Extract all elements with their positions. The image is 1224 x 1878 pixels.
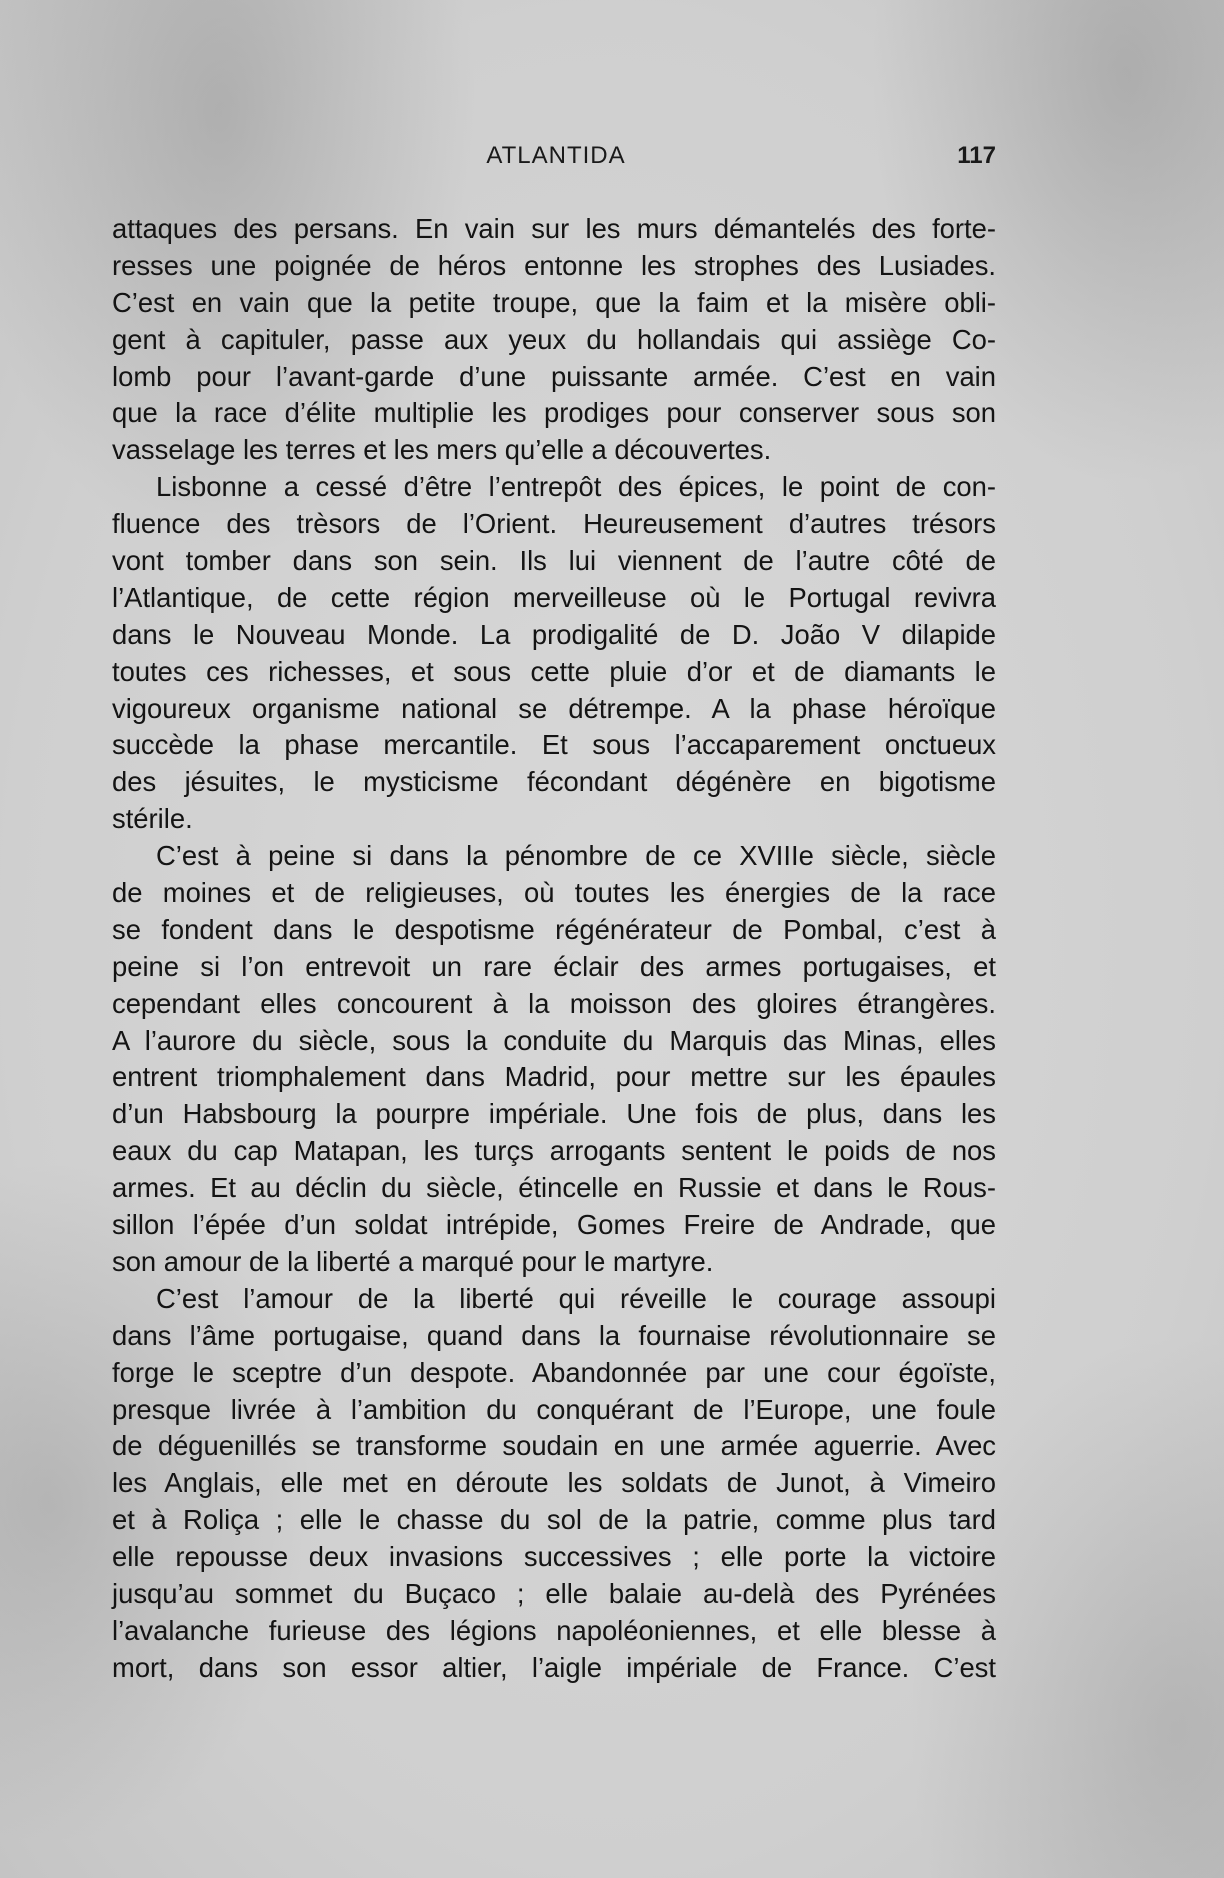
text-line: des jésuites, le mysticisme fécondant dégénère en bigotisme [112, 766, 996, 798]
text-line: l’Atlantique, de cette région merveilleuse où le Portugal revivra [112, 581, 996, 613]
text-line: les Anglais, elle met en déroute les soldats de Junot, à Vimeiro [112, 1467, 996, 1499]
text-line: et à Roliça ; elle le chasse du sol de la patrie, comme plus tard [112, 1504, 996, 1536]
text-line: de moines et de religieuses, où toutes les énergies de la race [112, 877, 996, 909]
text-line: C’est en vain que la petite troupe, que la faim et la misère obli- [112, 286, 996, 318]
text-line: attaques des persans. En vain sur les murs démantelés des forte- [112, 213, 996, 244]
text-line: vont tomber dans son sein. Ils lui viennent de l’autre côté de [112, 545, 996, 577]
running-title: ATLANTIDA [486, 142, 626, 169]
text-line: cependant elles concourent à la moisson des gloires étrangères. [112, 987, 996, 1019]
text-line: presque livrée à l’ambition du conquérant de l’Europe, une foule [112, 1393, 996, 1425]
text-line: peine si l’on entrevoit un rare éclair des armes portugaises, et [112, 950, 996, 982]
text-line: Lisbonne a cessé d’être l’entrepôt des épices, le point de con- [156, 471, 996, 503]
text-line: jusqu’au sommet du Buçaco ; elle balaie au-delà des Pyrénées [112, 1577, 996, 1609]
text-line: C’est à peine si dans la pénombre de ce XVIIIe siècle, siècle [156, 840, 996, 872]
text-line: entrent triomphalement dans Madrid, pour mettre sur les épaules [112, 1061, 996, 1093]
text-line: armes. Et au déclin du siècle, étincelle en Russie et dans le Rous- [112, 1172, 996, 1204]
text-line: son amour de la liberté a marqué pour le martyre. [112, 1245, 714, 1277]
text-line: elle repousse deux invasions successives ; elle porte la victoire [112, 1541, 996, 1573]
text-line: succède la phase mercantile. Et sous l’accaparement onctueux [112, 729, 996, 761]
text-line: toutes ces richesses, et sous cette pluie d’or et de diamants le [112, 655, 996, 687]
text-line: eaux du cap Matapan, les turçs arrogants sentent le poids de nos [112, 1135, 996, 1167]
text-line: vasselage les terres et les mers qu’elle a découvertes. [112, 434, 772, 466]
page-number: 117 [957, 142, 996, 169]
text-line: vigoureux organisme national se détrempe. A la phase héroïque [112, 692, 996, 724]
text-line: dans l’âme portugaise, quand dans la fournaise révolutionnaire se [112, 1319, 996, 1351]
text-line: A l’aurore du siècle, sous la conduite du Marquis das Minas, elles [112, 1024, 996, 1056]
text-line: C’est l’amour de la liberté qui réveille le courage assoupi [156, 1282, 996, 1314]
text-line: mort, dans son essor altier, l’aigle impériale de France. C’est [112, 1651, 996, 1683]
text-line: gent à capituler, passe aux yeux du hollandais qui assiège Co- [112, 323, 996, 355]
text-line: sillon l’épée d’un soldat intrépide, Gomes Freire de Andrade, que [112, 1209, 996, 1241]
text-line: se fondent dans le despotisme régénérateur de Pombal, c’est à [112, 913, 996, 945]
text-line: fluence des trèsors de l’Orient. Heureusement d’autres trésors [112, 508, 996, 540]
text-line: lomb pour l’avant-garde d’une puissante armée. C’est en vain [112, 360, 996, 392]
text-line: resses une poignée de héros entonne les strophes des Lusiades. [112, 249, 996, 281]
body-text [112, 211, 996, 1687]
text-line: d’un Habsbourg la pourpre impériale. Une fois de plus, dans les [112, 1098, 996, 1130]
text-line: forge le sceptre d’un despote. Abandonnée par une cour égoïste, [112, 1356, 996, 1388]
text-line: de déguenillés se transforme soudain en une armée aguerrie. Avec [112, 1430, 996, 1462]
text-line: que la race d’élite multiplie les prodiges pour conserver sous son [112, 397, 996, 429]
text-line: l’avalanche furieuse des légions napoléoniennes, et elle blesse à [112, 1614, 996, 1646]
text-line: stérile. [112, 803, 193, 835]
text-line: dans le Nouveau Monde. La prodigalité de D. João V dilapide [112, 618, 996, 650]
page-header [116, 142, 996, 176]
